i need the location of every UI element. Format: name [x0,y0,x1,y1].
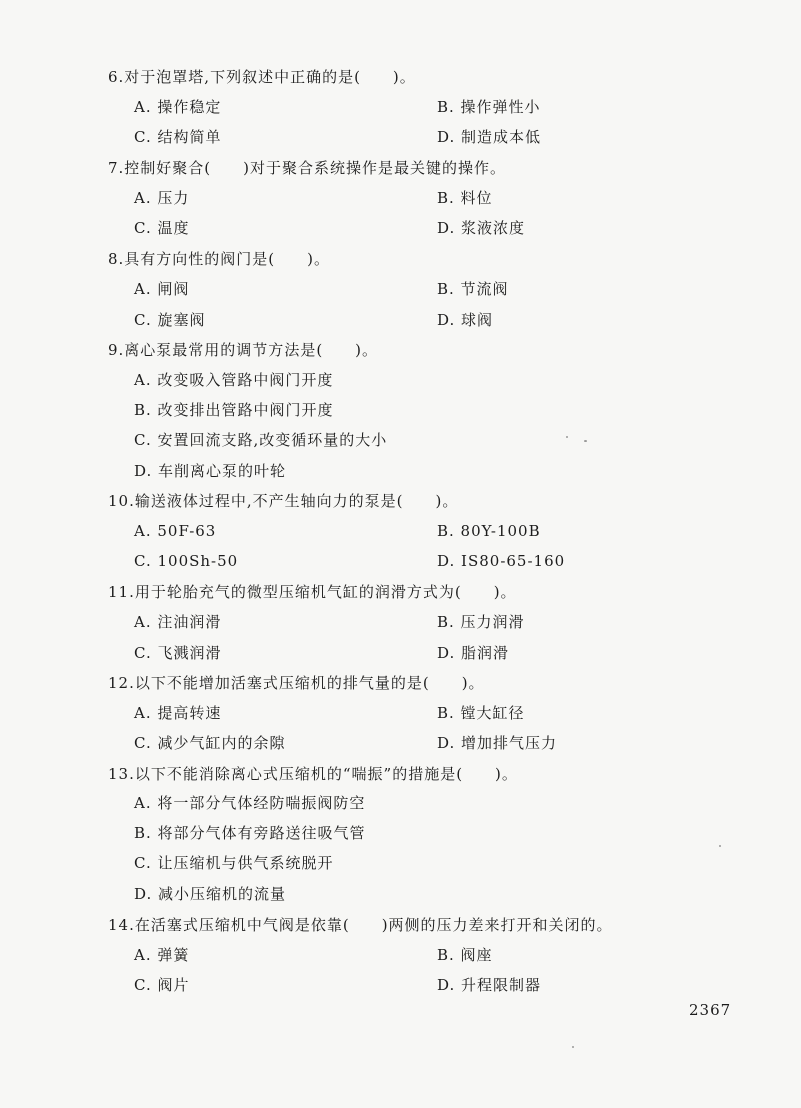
scan-speck [566,436,568,438]
q11-option-a: A. 注油润滑 [134,613,222,631]
scan-speck [584,440,587,442]
question-9: 9.离心泵最常用的调节方法是( )。 [108,341,379,359]
q12-option-b: B. 镗大缸径 [437,704,525,722]
q13-option-a: A. 将一部分气体经防喘振阀防空 [134,794,366,812]
q10-option-d: D. IS80-65-160 [437,552,566,570]
q9-option-c: C. 安置回流支路,改变循环量的大小 [134,431,388,449]
question-12: 12.以下不能增加活塞式压缩机的排气量的是( )。 [108,674,485,692]
scan-speck [719,845,721,847]
q13-option-c: C. 让压缩机与供气系统脱开 [134,854,334,872]
q7-option-b: B. 料位 [437,189,493,207]
q13-option-d: D. 减小压缩机的流量 [134,885,287,903]
q6-option-a: A. 操作稳定 [134,98,222,116]
q14-option-b: B. 阀座 [437,946,493,964]
q7-option-a: A. 压力 [134,189,190,207]
q9-option-a: A. 改变吸入管路中阀门开度 [134,371,334,389]
q14-option-d: D. 升程限制器 [437,976,542,994]
q7-option-c: C. 温度 [134,219,190,237]
q14-option-c: C. 阀片 [134,976,190,994]
q8-option-d: D. 球阀 [437,311,494,329]
q8-option-c: C. 旋塞阀 [134,311,206,329]
q10-option-c: C. 100Sh-50 [134,552,239,570]
q12-option-c: C. 减少气缸内的余隙 [134,734,286,752]
q12-option-d: D. 增加排气压力 [437,734,558,752]
question-7: 7.控制好聚合( )对于聚合系统操作是最关键的操作。 [108,159,507,177]
question-8: 8.具有方向性的阀门是( )。 [108,250,331,268]
page-number: 2367 [689,1001,732,1019]
question-13: 13.以下不能消除离心式压缩机的“喘振”的措施是( )。 [108,765,518,783]
q14-option-a: A. 弹簧 [134,946,190,964]
question-10: 10.输送液体过程中,不产生轴向力的泵是( )。 [108,492,459,510]
q10-option-b: B. 80Y-100B [437,522,541,540]
q6-option-c: C. 结构简单 [134,128,222,146]
q9-option-b: B. 改变排出管路中阀门开度 [134,401,334,419]
question-14: 14.在活塞式压缩机中气阀是依靠( )两侧的压力差来打开和关闭的。 [108,916,613,934]
q7-option-d: D. 浆液浓度 [437,219,526,237]
question-11: 11.用于轮胎充气的微型压缩机气缸的润滑方式为( )。 [108,583,517,601]
q8-option-a: A. 闸阀 [134,280,190,298]
scan-speck [572,1046,574,1048]
q8-option-b: B. 节流阀 [437,280,509,298]
q6-option-b: B. 操作弹性小 [437,98,541,116]
q6-option-d: D. 制造成本低 [437,128,542,146]
q9-option-d: D. 车削离心泵的叶轮 [134,462,287,480]
q13-option-b: B. 将部分气体有旁路送往吸气管 [134,824,366,842]
q10-option-a: A. 50F-63 [134,522,217,540]
q11-option-d: D. 脂润滑 [437,644,510,662]
q11-option-c: C. 飞溅润滑 [134,644,222,662]
q12-option-a: A. 提高转速 [134,704,222,722]
q11-option-b: B. 压力润滑 [437,613,525,631]
question-6: 6.对于泡罩塔,下列叙述中正确的是( )。 [108,68,416,86]
